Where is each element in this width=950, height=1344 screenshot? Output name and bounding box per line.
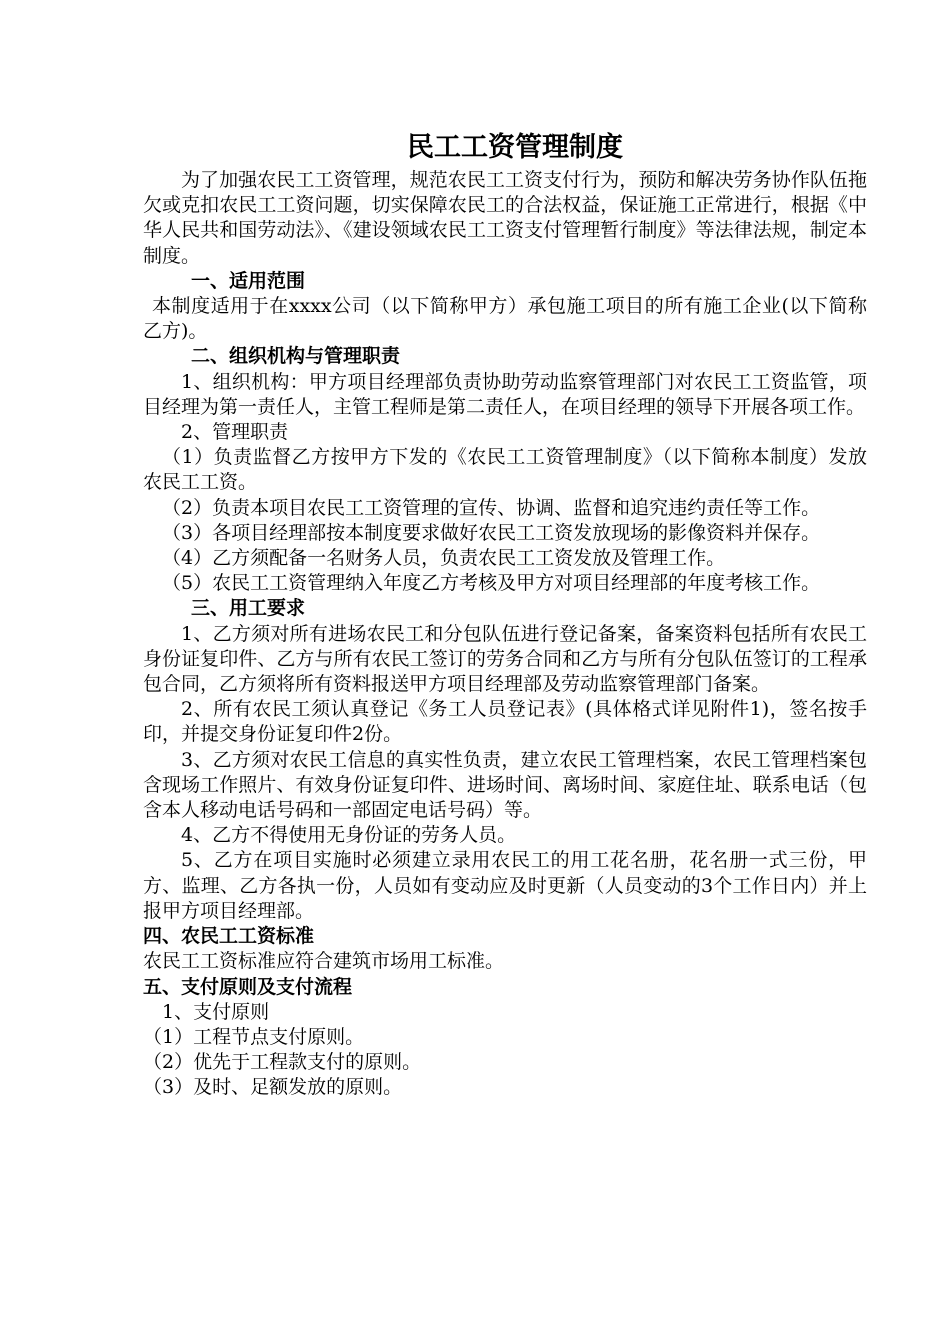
section-3-para-5: 5、乙方在项目实施时必须建立录用农民工的用工花名册，花名册一式三份，甲方、监理、乙方各执一份，人员如有变动应及时更新（人员变动的3个工作日内）并上报甲方项目经理部。 xyxy=(143,849,867,922)
section-4-heading: 四、农民工工资标准 xyxy=(143,925,315,948)
section-3-para-4: 4、乙方不得使用无身份证的劳务人员。 xyxy=(181,824,517,847)
intro-paragraph: 为了加强农民工工资管理，规范农民工工资支付行为，预防和解决劳务协作队伍拖欠或克扣农民工工资问题，切实保障农民工的合法权益，保证施工正常进行，根据《中华人民共和国劳动法》、《建设领域农民工工资支付管理暂行制度》等法律法规，制定本制度。 xyxy=(143,169,867,267)
section-5-item-3: （3）及时、足额发放的原则。 xyxy=(143,1076,403,1099)
section-2-item-2: （2）负责本项目农民工工资管理的宣传、协调、监督和追究违约责任等工作。 xyxy=(162,496,821,519)
section-4-text: 农民工工资标准应符合建筑市场用工标准。 xyxy=(143,950,505,973)
document-title: 民工工资管理制度 xyxy=(407,132,623,163)
section-2-item-1: （1）负责监督乙方按甲方下发的《农民工工资管理制度》（以下简称本制度）发放农民工工资。 xyxy=(143,446,867,494)
section-5-para-1: 1、支付原则 xyxy=(162,1000,270,1023)
section-3-para-1: 1、乙方须对所有进场农民工和分包队伍进行登记备案，备案资料包括所有农民工身份证复印件、乙方与所有农民工签订的劳务合同和乙方与所有分包队伍签订的工程承包合同，乙方须将所有资料报送甲方项目经理部及劳动监察管理部门备案。 xyxy=(143,622,867,696)
section-2-item-3: （3）各项目经理部按本制度要求做好农民工工资发放现场的影像资料并保存。 xyxy=(162,521,821,544)
section-5-item-2: （2）优先于工程款支付的原则。 xyxy=(143,1051,422,1074)
section-2-item-5: （5）农民工工资管理纳入年度乙方考核及甲方对项目经理部的年度考核工作。 xyxy=(162,572,821,595)
section-1-heading: 一、适用范围 xyxy=(191,269,306,292)
section-3-heading: 三、用工要求 xyxy=(191,597,306,620)
section-5-heading: 五、支付原则及支付流程 xyxy=(143,975,353,998)
section-1-text: 本制度适用于在xxxx公司（以下简称甲方）承包施工项目的所有施工企业(以下简称乙方)。 xyxy=(143,295,867,343)
section-3-para-2: 2、所有农民工须认真登记《务工人员登记表》(具体格式详见附件1)，签名按手印，并提交身份证复印件2份。 xyxy=(143,698,867,746)
section-2-item-4: （4）乙方须配备一名财务人员，负责农民工工资发放及管理工作。 xyxy=(162,547,726,570)
section-2-para-1: 1、组织机构：甲方项目经理部负责协助劳动监察管理部门对农民工工资监管，项目经理为第一责任人，主管工程师是第二责任人，在项目经理的领导下开展各项工作。 xyxy=(143,370,867,418)
section-5-item-1: （1）工程节点支付原则。 xyxy=(143,1025,365,1048)
section-2-heading: 二、组织机构与管理职责 xyxy=(191,345,401,368)
document-page xyxy=(143,128,867,1101)
section-3-para-3: 3、乙方须对农民工信息的真实性负责，建立农民工管理档案，农民工管理档案包含现场工作照片、有效身份证复印件、进场时间、离场时间、家庭住址、联系电话（包含本人移动电话号码和一部固定电话号码）等。 xyxy=(143,748,867,822)
section-2-para-2: 2、管理职责 xyxy=(181,421,289,444)
